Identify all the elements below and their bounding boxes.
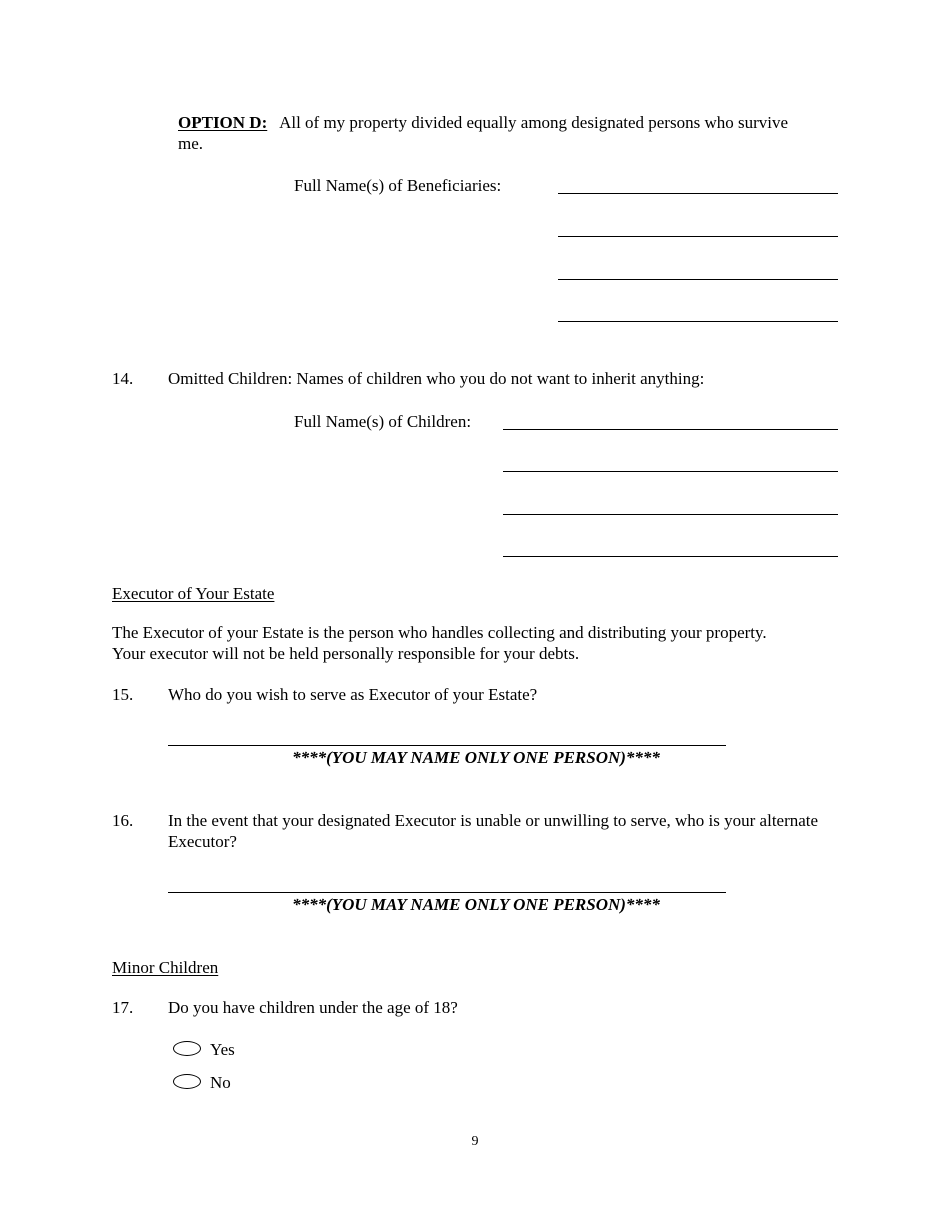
executor-description: The Executor of your Estate is the person who handles collecting and distributing your property. Your executor will not be held personally responsible for your debts. [112, 623, 767, 663]
radio-yes[interactable] [173, 1041, 201, 1056]
omitted-child-line-1[interactable] [503, 429, 838, 430]
omitted-child-line-3[interactable] [503, 514, 838, 515]
q16-text: In the event that your designated Executor is unable or unwilling to serve, who is your alternate Executor? [168, 811, 819, 851]
radio-no[interactable] [173, 1074, 201, 1089]
option-d-paragraph [178, 112, 808, 154]
alternate-executor-one-person-notice: ****(YOU MAY NAME ONLY ONE PERSON)**** [292, 895, 660, 914]
q15-number: 15. [112, 685, 134, 704]
q15-text: Who do you wish to serve as Executor of your Estate? [168, 685, 538, 704]
executor-name-line[interactable] [168, 745, 726, 746]
beneficiary-line-1[interactable] [558, 193, 838, 194]
option-d-text: All of my property divided equally among designated persons who survive me. [178, 113, 789, 153]
minor-children-heading: Minor Children [112, 958, 219, 977]
q17-number: 17. [112, 998, 134, 1017]
alternate-executor-name-line[interactable] [168, 892, 726, 893]
q14-number: 14. [112, 369, 134, 388]
executor-heading: Executor of Your Estate [112, 584, 275, 603]
executor-one-person-notice: ****(YOU MAY NAME ONLY ONE PERSON)**** [292, 748, 660, 767]
radio-no-label: No [210, 1073, 231, 1092]
q14-text: Omitted Children: Names of children who you do not want to inherit anything: [168, 369, 705, 388]
beneficiaries-label: Full Name(s) of Beneficiaries: [294, 176, 502, 195]
children-label: Full Name(s) of Children: [294, 412, 472, 431]
beneficiary-line-4[interactable] [558, 321, 838, 322]
option-d-label: OPTION D: [178, 113, 268, 132]
q17-text: Do you have children under the age of 18? [168, 998, 458, 1017]
page-number: 9 [471, 1134, 479, 1149]
beneficiary-line-2[interactable] [558, 236, 838, 237]
radio-yes-label: Yes [210, 1040, 235, 1059]
q16-number: 16. [112, 811, 134, 830]
omitted-child-line-4[interactable] [503, 556, 838, 557]
beneficiary-line-3[interactable] [558, 279, 838, 280]
omitted-child-line-2[interactable] [503, 471, 838, 472]
